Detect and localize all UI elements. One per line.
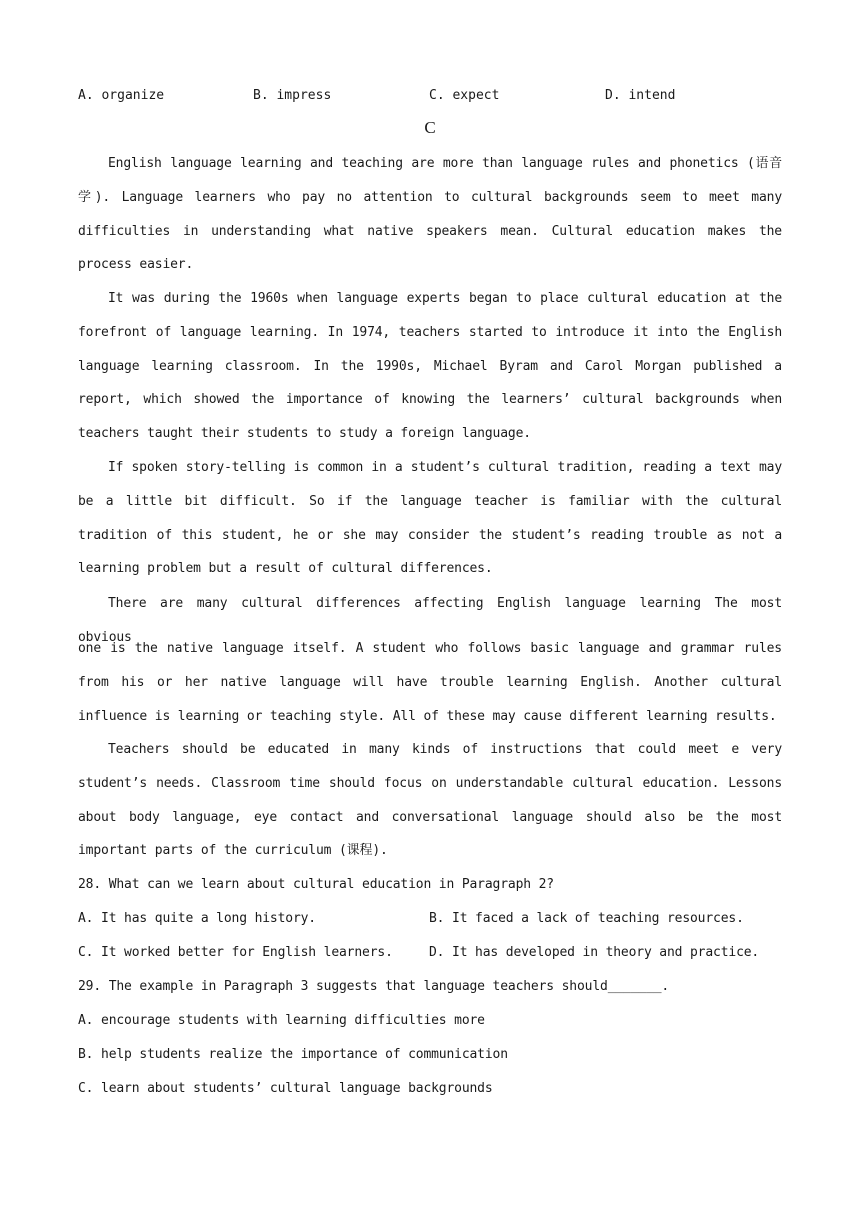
question-28-option-c: C. It worked better for English learners. <box>78 945 393 960</box>
paragraph-2-text: It was during the 1960s when language experts began to place cultural education at the forefront of language learning. In 1974, teachers started to introduce it into the English language learning classroom. In the 1990s, Michael Byram and Carol Morgan published a report, which showed the importance of knowing the learners’ cultural backgrounds when teachers taught their students to study a foreign language. <box>78 291 782 442</box>
paragraph-5-text: Teachers should be educated in many kinds of instructions that could meet e very student’s needs. Classroom time should focus on understandable cultural education. Lessons about body language, eye contact and conversational language should also be the most important parts of the curriculum (课程). <box>78 742 782 859</box>
paragraph-5 <box>78 733 782 868</box>
paragraph-2 <box>78 282 782 451</box>
paragraph-1-text: English language learning and teaching are more than language rules and phonetics (语音学). Language learners who pay no attention to cultural backgrounds seem to meet many difficulties in understanding what native speakers mean. Cultural education makes the process easier. <box>78 156 782 273</box>
paragraph-3 <box>78 451 782 586</box>
paragraph-4-continued <box>78 632 782 733</box>
question-28-option-b: B. It faced a lack of teaching resources. <box>429 911 744 926</box>
option-d: D. intend <box>605 88 676 103</box>
paragraph-1 <box>78 147 782 282</box>
option-a: A. organize <box>78 88 165 103</box>
paragraph-4-continued-text: one is the native language itself. A student who follows basic language and grammar rules from his or her native language will have trouble learning English. Another cultural influence is learning or teaching style. All of these may cause different learning results. <box>78 641 782 724</box>
previous-question-options <box>78 88 782 108</box>
option-c: C. expect <box>429 88 500 103</box>
paragraph-4-first-line-text: There are many cultural differences affecting English language learning The most obvious <box>78 596 782 645</box>
question-29-stem: 29. The example in Paragraph 3 suggests that language teachers should_______. <box>78 979 670 994</box>
question-28-stem: 28. What can we learn about cultural education in Paragraph 2? <box>78 877 554 892</box>
section-title: C <box>424 118 436 137</box>
paragraph-3-text: If spoken story-telling is common in a student’s cultural tradition, reading a text may be a little bit difficult. So if the language teacher is familiar with the cultural tradition of this student, he or she may consider the student’s reading trouble as not a learning problem but a result of cultural differences. <box>78 460 782 577</box>
question-29-option-c: C. learn about students’ cultural language backgrounds <box>78 1081 493 1096</box>
question-28-option-d: D. It has developed in theory and practice. <box>429 945 760 960</box>
question-28-option-a: A. It has quite a long history. <box>78 911 316 926</box>
option-b: B. impress <box>253 88 332 103</box>
question-29-option-b: B. help students realize the importance of communication <box>78 1047 508 1062</box>
question-29-option-a: A. encourage students with learning difficulties more <box>78 1013 485 1028</box>
